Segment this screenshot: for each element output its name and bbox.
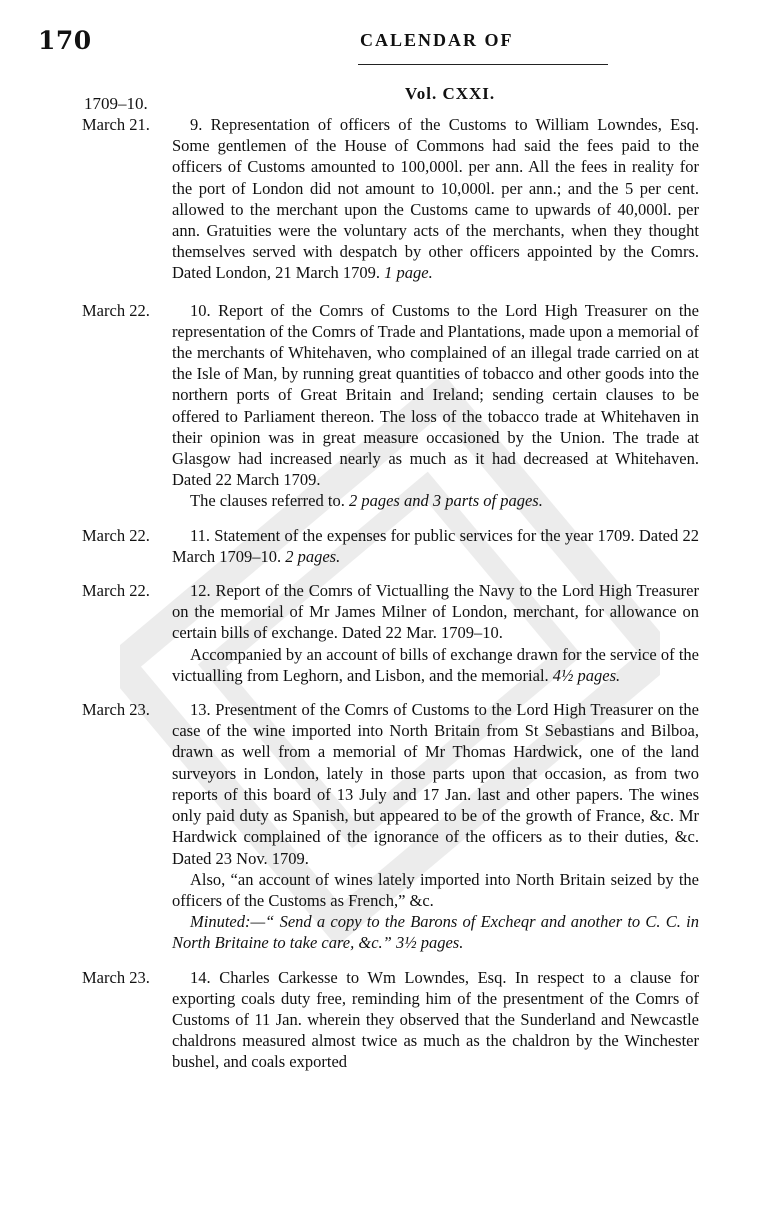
entry-date: March 23.: [82, 967, 150, 987]
entry-13: [0, 699, 770, 953]
entry-paragraph: Also, “an account of wines lately imported into North Britain seized by the officers of the Customs as French,” &c.: [172, 869, 699, 910]
entry-paragraph: Minuted:—“ Send a copy to the Barons of Excheqr and another to C. C. in North Britaine to take care, &c.” 3½ pages.: [172, 912, 699, 953]
entries-list: [0, 114, 770, 1086]
page-count: 4½ pages.: [552, 665, 621, 685]
page-header: [0, 26, 770, 76]
entry-date: March 21.: [82, 115, 150, 134]
page-count: 3½ pages.: [395, 933, 464, 953]
page-count: 2 pages and 3 parts of pages.: [348, 491, 543, 511]
entry-paragraph: 10. Report of the Comrs of Customs to the Lord High Treasurer on the representation of the Comrs of Trade and Plantations, made upon a memorial of the merchants of Whitehaven, who complained of an illegal trade carried on at the Isle of Man, by running great quantities of tobacco and other goods into the northern ports of Great Britain and Ireland; sending certain clauses to be offered to Parliament thereon. The loss of the tobacco trade at Whitehaven in their opinion was in great measure occasioned by the Union. The trade at Glasgow had increased nearly as much as it had decreased at Whitehaven. Dated 22 March 1709.: [172, 300, 699, 490]
entry-body: [172, 114, 699, 284]
entry-14: [0, 967, 770, 1073]
entry-paragraph: 13. Presentment of the Comrs of Customs to the Lord High Treasurer on the case of the wine imported into North Britain from St Sebastians and Bilboa, drawn as well from a memorial of Mr Thomas Hardwick, one of the land surveyors in London, lately in those parts upon that occasion, as from two reports of this board of 13 July and 17 Jan. last and other papers. The wines only paid duty as Spanish, but appeared to be of the growth of France, &c. Mr Hardwick complained of the ignorance of the officers as to their duties, &c. Dated 23 Nov. 1709.: [172, 700, 699, 868]
page-count: 1 page.: [384, 263, 433, 283]
entry-12: [0, 580, 770, 686]
entry-10: [0, 300, 770, 512]
entry-9: [0, 114, 770, 284]
entry-paragraph: 9. Representation of officers of the Customs to William Lowndes, Esq. Some gentlemen of the House of Commons had said the fees paid to the officers of Customs amounted to 100,000l. per ann. All the fees in reality for the port of London did not amount to 10,000l. per ann.; and the 5 per cent. allowed to the merchant upon the Customs came to upwards of 40,000l. per ann. Gratuities were the voluntary acts of the merchants, when they thought themselves served with despatch by other officers appointed by the Comrs. Dated London, 21 March 1709. 1 page.: [172, 115, 699, 283]
entry-date: March 23.: [82, 700, 150, 720]
entry-body: [172, 525, 699, 567]
header-rule: [358, 64, 608, 65]
entry-body: [172, 580, 699, 686]
volume-heading: Vol. CXXI.: [405, 84, 496, 103]
entry-11: [0, 525, 770, 567]
entry-paragraph: 11. Statement of the expenses for public services for the year 1709. Dated 22 March 1709–10. 2 pages.: [172, 525, 699, 566]
page-number: 170: [38, 26, 92, 55]
entry-paragraph: 14. Charles Carkesse to Wm Lowndes, Esq. In respect to a clause for exporting coals duty free, reminding him of the presentment of the Comrs of Customs of 11 Jan. wherein they observed that the Sunderland and Newcastle chaldrons measured almost twice as much as the chaldron by the Winchester bushel, and coals exported: [172, 967, 699, 1072]
year-label: 1709–10.: [84, 94, 148, 113]
page-count: 2 pages.: [285, 546, 341, 566]
entry-paragraph: The clauses referred to. 2 pages and 3 parts of pages.: [190, 491, 543, 511]
running-head: CALENDAR OF: [360, 30, 514, 50]
entry-paragraph: Accompanied by an account of bills of exchange drawn for the service of the victualling from Leghorn, and Lisbon, and the memorial. 4½ pages.: [172, 644, 699, 685]
entry-body: [172, 967, 699, 1073]
entry-body: [172, 300, 699, 512]
entry-date: March 22.: [82, 525, 150, 545]
entry-date: March 22.: [82, 300, 150, 320]
entry-body: [172, 699, 699, 953]
entry-date: March 22.: [82, 581, 150, 601]
entry-paragraph: 12. Report of the Comrs of Victualling the Navy to the Lord High Treasurer on the memorial of Mr James Milner of London, merchant, for allowance on certain bills of exchange. Dated 22 Mar. 1709–10.: [172, 581, 699, 643]
